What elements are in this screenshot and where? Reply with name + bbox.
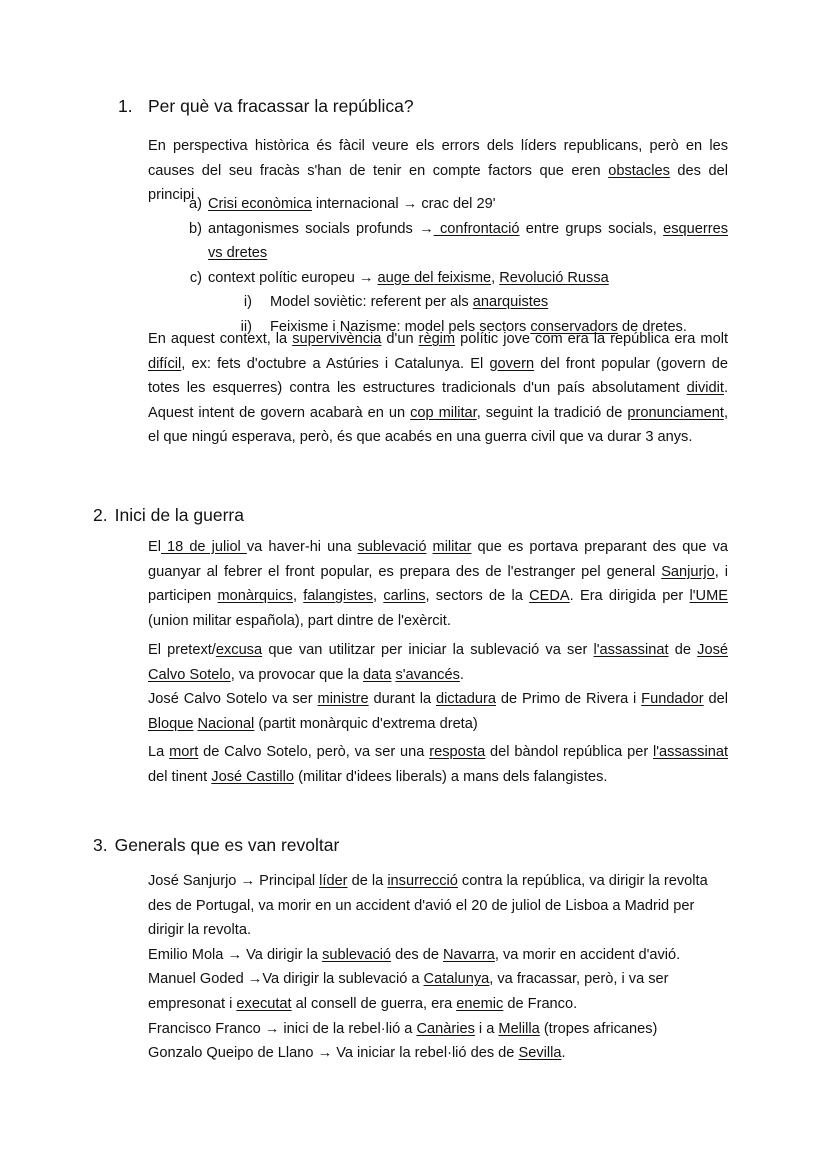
subitem-ii-text-1: Feixisme i Nazisme: model pels sectors: [270, 318, 531, 335]
general-entry-goded: [148, 967, 728, 1016]
item-b-text-2: entre grups socials,: [519, 220, 664, 237]
section-1-number: 1.: [118, 96, 133, 116]
s2b-u-lassassinat: l'assassinat: [593, 642, 669, 658]
s2c-u-resposta: resposta: [429, 744, 486, 760]
ctx-t2: d'un: [381, 331, 419, 347]
list-item-a: [148, 192, 728, 217]
s2a-u-monarquics: monàrquics: [217, 588, 293, 605]
s2b-u-dictadura: dictadura: [435, 691, 496, 708]
section-1-context-paragraph: [148, 327, 728, 450]
s2a-u-lume: l'UME: [689, 588, 728, 605]
section-2-number: 2.: [93, 505, 108, 525]
s2b-t3: de: [668, 642, 698, 658]
s2b-t4: , va provocar que la: [230, 666, 363, 683]
g1-t3: , va morir en accident d'avió.: [494, 946, 681, 963]
g2-t3: al consell de guerra, era: [291, 995, 457, 1012]
s2b-l2-t6: (partit monàrquic d'extrema dreta): [254, 715, 478, 732]
g1-t2: des de: [391, 946, 443, 963]
s2b-u-nacional: Nacional: [197, 715, 255, 732]
s2a-t10: (union militar española), part dintre de l'exèrcit.: [148, 612, 451, 629]
item-a-underlined: Crisi econòmica: [208, 196, 312, 212]
item-c-underlined-1: auge del feixisme: [377, 269, 492, 286]
s2a-u-militar: militar: [432, 539, 472, 555]
s2b-line-1: [148, 638, 728, 687]
intro-underlined-obstacles: obstacles: [608, 162, 670, 179]
ctx-t1: En aquest context, la: [148, 331, 293, 347]
s2b-l2-t3: de Primo de Rivera i: [496, 691, 642, 708]
sublist-marker-ii: ii): [240, 318, 252, 335]
g0-u-lider: líder: [319, 873, 348, 889]
s2a-u-18-de-juliol: 18 de juliol: [160, 539, 247, 555]
g1-u-sublevacio: sublevació: [322, 946, 392, 963]
s2c-t3: del bàndol república per: [485, 744, 654, 760]
s2b-t2: que van utilitzar per iniciar la sublevació va ser: [262, 642, 594, 658]
g3-t1: Francisco Franco → inici de la rebel·lió a: [148, 1020, 417, 1037]
s2c-u-lassassinat: l'assassinat: [653, 744, 728, 760]
item-c-underlined-2: Revolució Russa: [499, 269, 609, 286]
list-marker-c: c): [189, 269, 202, 286]
list-marker-b: b): [189, 220, 202, 237]
item-c-text-2: ,: [491, 269, 500, 286]
g0-u-insurreccio: insurrecció: [387, 873, 458, 889]
ctx-t8: , el que ningú esperava, però, és que acabés en una guerra civil que va durar 3 anys.: [148, 404, 728, 446]
s2a-u-ceda: CEDA: [529, 588, 570, 605]
ctx-t4: , ex: fets d'octubre a Astúries i Catalunya. El: [181, 355, 490, 372]
section-3-heading: [93, 835, 339, 857]
ctx-u-pronunciament: pronunciament: [627, 404, 724, 421]
list-marker-a: a): [189, 196, 202, 212]
ctx-t7: , seguint la tradició de: [476, 404, 628, 421]
item-b-underlined-1: confrontació: [433, 220, 520, 237]
ctx-t3: polític jove com era la república era molt: [455, 331, 728, 347]
s2b-u-jose-calvo-sotelo: José Calvo Sotelo: [148, 642, 728, 683]
section-2-paragraph-b: [148, 638, 728, 736]
s2b-l2-t1: José Calvo Sotelo va ser: [148, 691, 318, 708]
s2a-t9: . Era dirigida per: [569, 588, 690, 605]
section-3-generals-list: [148, 869, 728, 1066]
g3-u-canaries: Canàries: [416, 1020, 475, 1037]
ctx-t6: . Aquest intent de govern acabarà en un: [148, 380, 728, 421]
g4-t1: Gonzalo Queipo de Llano → Va iniciar la rebel·lió des de: [148, 1045, 519, 1062]
section-2-title: Inici de la guerra: [114, 505, 244, 525]
g0-t1: José Sanjurjo → Principal: [148, 873, 320, 889]
ctx-u-cop-militar: cop militar: [410, 404, 477, 421]
section-3-title: Generals que es van revoltar: [114, 835, 340, 855]
ctx-u-regim: règim: [418, 331, 456, 347]
s2a-t7: ,: [373, 588, 384, 605]
general-entry-sanjurjo: [148, 869, 728, 943]
g1-t1: Emilio Mola → Va dirigir la: [148, 946, 323, 963]
section-2-paragraph-c: [148, 740, 728, 789]
g1-u-navarra: Navarra: [443, 946, 495, 963]
ctx-t5: del front popular (govern de totes les esquerres) contra les estructures tradicionals d'un país absolutament: [148, 355, 728, 397]
s2a-u-sanjurjo: Sanjurjo: [661, 563, 715, 580]
s2b-t1: El pretext/: [148, 642, 216, 658]
item-c-text-1: context polític europeu →: [208, 269, 378, 286]
g2-u-enemic: enemic: [456, 995, 504, 1012]
general-entry-mola: [148, 943, 728, 968]
s2c-t2: de Calvo Sotelo, però, va ser una: [198, 744, 430, 760]
item-b-text-1: antagonismes socials profunds →: [208, 220, 434, 237]
general-entry-queipo: [148, 1041, 728, 1066]
s2a-t8: , sectors de la: [425, 588, 530, 605]
sublist-item-i: [208, 290, 728, 315]
g2-t4: de Franco.: [503, 995, 578, 1012]
item-a-text: internacional → crac del 29': [311, 196, 496, 212]
subitem-ii-text-2: de dretes.: [617, 318, 687, 335]
g3-t2: i a: [474, 1020, 499, 1037]
list-item-b: [148, 217, 728, 266]
s2b-u-bloque: Bloque: [148, 715, 194, 732]
g4-t2: .: [561, 1045, 566, 1062]
s2a-t1: El: [148, 539, 161, 555]
ctx-u-supervivencia: supervivència: [292, 331, 382, 347]
item-b-underlined-2: esquerres vs dretes: [208, 220, 728, 262]
s2c-t1: La: [148, 744, 170, 760]
s2b-u-fundador: Fundador: [641, 691, 704, 708]
s2b-u-data: data: [362, 666, 392, 683]
section-3-number: 3.: [93, 835, 108, 855]
g3-t3: (tropes africanes): [539, 1020, 658, 1037]
g2-t1: Manuel Goded →Va dirigir la sublevació a: [148, 971, 424, 988]
g4-u-sevilla: Sevilla: [518, 1045, 562, 1062]
sublist-marker-i: i): [243, 294, 252, 311]
section-1-heading: [118, 96, 414, 118]
s2a-u-sublevacio: sublevació: [357, 539, 427, 555]
s2c-u-jose-castillo: José Castillo: [211, 768, 295, 785]
section-2-heading: [93, 505, 244, 527]
s2b-l2-t4: del: [703, 691, 728, 708]
g2-t2: , va fracassar, però, i va ser empresonat i: [148, 971, 669, 1012]
ctx-u-dificil: difícil: [148, 355, 182, 372]
section-1-list: [148, 192, 728, 340]
subitem-ii-underlined: conservadors: [530, 318, 618, 335]
s2a-u-carlins: carlins: [383, 588, 426, 605]
s2c-t5: (militar d'idees liberals) a mans dels falangistes.: [294, 768, 608, 785]
subitem-i-underlined: anarquistes: [472, 294, 549, 311]
s2b-u-excusa: excusa: [215, 642, 263, 658]
s2a-t6: ,: [292, 588, 304, 605]
s2a-u-falangistes: falangistes: [303, 588, 374, 605]
s2b-t6: .: [459, 666, 464, 683]
g2-u-executat: executat: [236, 995, 292, 1012]
intro-text-after: des del principi: [148, 162, 729, 204]
ctx-u-dividit: dividit: [686, 380, 724, 397]
ctx-u-govern: govern: [489, 355, 535, 372]
s2c-t4: del tinent: [148, 768, 212, 785]
general-entry-franco: [148, 1017, 728, 1042]
s2a-t5: , i participen: [148, 563, 728, 605]
s2b-u-ministre: ministre: [317, 691, 369, 708]
s2b-u-savances: s'avancés: [395, 666, 460, 683]
g0-t2: de la: [347, 873, 388, 889]
subitem-i-text-1: Model soviètic: referent per als: [270, 294, 473, 311]
intro-text-before: En perspectiva històrica és fàcil veure els errors dels líders republicans, però en les causes del seu fracàs s'han de tenir en compte factors que eren: [148, 138, 728, 179]
g0-t3: contra la república, va dirigir la revolta des de Portugal, va morir en un accident d'avió el 20 de juliol de Lisboa a Madrid per dirigir la revolta.: [148, 873, 708, 939]
s2b-l2-t2: durant la: [368, 691, 436, 708]
g2-u-catalunya: Catalunya: [423, 971, 490, 988]
s2c-u-mort: mort: [169, 744, 199, 760]
s2b-line-2: [148, 687, 728, 736]
section-1-title: Per què va fracassar la república?: [148, 96, 414, 116]
s2a-t2: va haver-hi una: [246, 539, 358, 555]
section-2-paragraph-a: [148, 535, 728, 633]
s2a-t4: que es portava preparant des que va guanyar al febrer el front popular, es prepara des de l'estranger pel general: [148, 539, 729, 580]
g3-u-melilla: Melilla: [498, 1020, 540, 1037]
